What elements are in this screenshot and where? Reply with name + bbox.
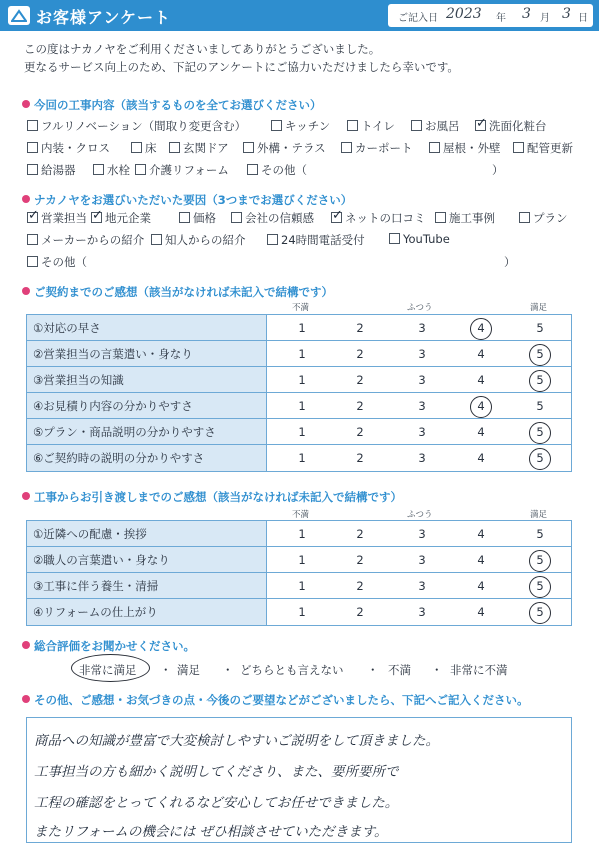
scale-high-label: 満足 [530, 303, 548, 313]
reason-checkbox[interactable] [267, 232, 365, 248]
checked-box-icon[interactable] [331, 212, 342, 223]
rating-option[interactable]: 1 [298, 553, 306, 567]
rating-option[interactable]: 2 [356, 425, 364, 439]
day-unit: 日 [578, 13, 588, 24]
rating-option[interactable]: 1 [298, 399, 306, 413]
contract-rating-row [27, 341, 571, 367]
empty-box-icon[interactable] [27, 142, 38, 153]
header-bar [0, 0, 599, 31]
rating-option[interactable]: 4 [477, 579, 485, 593]
scale-mid-label: ふつう [407, 303, 433, 313]
rating-option[interactable]: 1 [298, 321, 306, 335]
reason-checkbox[interactable] [231, 210, 314, 226]
rating-option[interactable]: 2 [356, 347, 364, 361]
reason-checkbox[interactable] [519, 210, 568, 226]
construction-row-label: ③工事に伴う養生・清掃 [27, 573, 267, 598]
rating-option[interactable]: 2 [356, 321, 364, 335]
rating-option[interactable]: 5 [536, 527, 544, 541]
reason-checkbox[interactable] [151, 232, 246, 248]
bullet-dot-icon [22, 100, 30, 108]
work-checkbox[interactable] [271, 118, 330, 134]
empty-box-icon[interactable] [247, 164, 258, 175]
overall-option[interactable]: どちらとも言えない [240, 663, 344, 677]
empty-box-icon[interactable] [341, 142, 352, 153]
empty-box-icon[interactable] [131, 142, 142, 153]
empty-box-icon[interactable] [429, 142, 440, 153]
work-option-label: 配管更新 [527, 141, 573, 155]
date-field[interactable] [388, 4, 593, 27]
overall-option[interactable]: 満足 [177, 663, 200, 677]
rating-option[interactable]: 2 [356, 399, 364, 413]
empty-box-icon[interactable] [267, 234, 278, 245]
empty-box-icon[interactable] [347, 120, 358, 131]
overall-separator: ・ [367, 663, 379, 677]
scale-high-label: 満足 [530, 510, 548, 520]
reason-checkbox[interactable] [27, 210, 87, 226]
empty-box-icon[interactable] [243, 142, 254, 153]
intro-line: この度はナカノヤをご利用くださいましてありがとうございました。 [24, 42, 381, 56]
contract-rating-row [27, 393, 571, 419]
rating-option-selected[interactable]: 5 [528, 599, 552, 625]
reason-option-label: その他（ [41, 255, 87, 269]
rating-option[interactable]: 3 [418, 347, 426, 361]
construction-rating-table [26, 520, 572, 626]
intro-line: 更なるサービス向上のため、下記のアンケートにご協力いただけましたら幸いです。 [24, 60, 459, 74]
comments-section-title: その他、ご感想・お気づきの点・今後のご要望などがございましたら、下記へご記入ください。 [22, 692, 529, 708]
reason-option-label: 知人からの紹介 [165, 233, 246, 247]
reason-option-label: 営業担当 [41, 211, 87, 225]
overall-option[interactable]: 非常に不満 [450, 663, 508, 677]
contract-row-label: ②営業担当の言葉遣い・身なり [27, 341, 267, 366]
rating-option[interactable]: 3 [418, 579, 426, 593]
bullet-dot-icon [22, 641, 30, 649]
rating-option[interactable]: 3 [418, 425, 426, 439]
construction-rating-row [27, 573, 571, 599]
construction-row-label: ②職人の言葉遣い・身なり [27, 547, 267, 572]
rating-option[interactable]: 4 [477, 527, 485, 541]
rating-option-selected[interactable]: 4 [469, 393, 493, 419]
contract-row-label: ①対応の早さ [27, 315, 267, 340]
rating-option[interactable]: 1 [298, 527, 306, 541]
work-checkbox[interactable] [247, 162, 307, 178]
rating-option[interactable]: 1 [298, 451, 306, 465]
bullet-dot-icon [22, 695, 30, 703]
rating-option[interactable]: 2 [356, 373, 364, 387]
rating-option[interactable]: 1 [298, 579, 306, 593]
reason-checkbox[interactable] [27, 254, 87, 270]
comment-line: 商品への知識が豊富で大変検討しやすいご説明をして頂きました。 [34, 733, 439, 749]
work-option-label: 給湯器 [41, 163, 76, 177]
construction-row-label: ④リフォームの仕上がり [27, 599, 267, 625]
rating-option-selected[interactable]: 5 [528, 573, 552, 599]
comment-line: 工事担当の方も細かく説明してくださり、また、要所要所で [34, 764, 399, 780]
work-option-label: 床 [145, 141, 157, 155]
overall-selected-circle [71, 654, 150, 682]
work-option-label: 外構・テラス [257, 141, 326, 155]
rating-option-selected[interactable]: 5 [528, 367, 552, 393]
rating-option[interactable]: 4 [477, 373, 485, 387]
work-option-label: フルリノベーション（間取り変更含む） [41, 119, 247, 133]
overall-separator: ・ [431, 663, 443, 677]
contract-row-label: ③営業担当の知識 [27, 367, 267, 392]
empty-box-icon[interactable] [27, 256, 38, 267]
rating-option[interactable]: 2 [356, 553, 364, 567]
date-month: 3 [522, 6, 531, 22]
rating-option[interactable]: 2 [356, 579, 364, 593]
work-other-close: ） [492, 163, 504, 177]
work-option-label: 屋根・外壁 [443, 141, 501, 155]
empty-box-icon[interactable] [435, 212, 446, 223]
reason-option-label: メーカーからの紹介 [41, 233, 145, 247]
rating-option[interactable]: 1 [298, 347, 306, 361]
rating-option[interactable]: 3 [418, 399, 426, 413]
bullet-dot-icon [22, 195, 30, 203]
contract-rating-row [27, 445, 571, 471]
rating-option[interactable]: 3 [418, 605, 426, 619]
date-day: 3 [562, 6, 571, 22]
date-year: 2023 [446, 6, 482, 22]
construction-rating-row [27, 599, 571, 625]
rating-option[interactable]: 3 [418, 553, 426, 567]
contract-row-label: ⑤プラン・商品説明の分かりやすさ [27, 419, 267, 444]
comment-line: またリフォームの機会には ぜひ相談させていただきます。 [34, 824, 388, 840]
overall-option[interactable]: 不満 [388, 663, 411, 677]
work-checkbox[interactable] [27, 140, 110, 156]
contract-rating-row [27, 419, 571, 445]
empty-box-icon[interactable] [411, 120, 422, 131]
empty-box-icon[interactable] [27, 164, 38, 175]
work-checkbox[interactable] [135, 162, 229, 178]
reason-option-label: 24時間電話受付 [281, 233, 365, 247]
bullet-dot-icon [22, 287, 30, 295]
empty-box-icon[interactable] [27, 120, 38, 131]
construction-section-title: 工事からお引き渡しまでのご感想（該当がなければ未記入で結構です） [22, 489, 402, 505]
reason-option-label: 会社の信頼感 [245, 211, 314, 225]
work-checkbox[interactable] [93, 162, 130, 178]
empty-box-icon[interactable] [27, 234, 38, 245]
reason-option-label: 地元企業 [105, 211, 151, 225]
empty-box-icon[interactable] [389, 233, 400, 244]
rating-option[interactable]: 5 [536, 399, 544, 413]
empty-box-icon[interactable] [513, 142, 524, 153]
rating-option[interactable]: 4 [477, 605, 485, 619]
work-checkbox[interactable] [243, 140, 326, 156]
work-option-label: その他（ [261, 163, 307, 177]
work-option-label: お風呂 [425, 119, 460, 133]
scale-low-label: 不満 [292, 510, 310, 520]
rating-option[interactable]: 4 [477, 451, 485, 465]
empty-box-icon[interactable] [169, 142, 180, 153]
empty-box-icon[interactable] [179, 212, 190, 223]
rating-option[interactable]: 5 [536, 321, 544, 335]
overall-separator: ・ [160, 663, 172, 677]
work-checkbox[interactable] [27, 162, 76, 178]
work-checkbox[interactable] [475, 118, 547, 134]
empty-box-icon[interactable] [271, 120, 282, 131]
reason-option-label: プラン [533, 211, 568, 225]
work-option-label: 介護リフォーム [149, 163, 229, 177]
checked-box-icon[interactable] [91, 212, 102, 223]
rating-option-selected[interactable]: 5 [528, 547, 552, 573]
rating-option[interactable]: 3 [418, 373, 426, 387]
rating-option-selected[interactable]: 5 [528, 419, 552, 445]
rating-option-selected[interactable]: 5 [528, 445, 552, 471]
contract-rating-row [27, 367, 571, 393]
work-checkbox[interactable] [169, 140, 229, 156]
rating-option[interactable]: 1 [298, 425, 306, 439]
bullet-dot-icon [22, 492, 30, 500]
empty-box-icon[interactable] [519, 212, 530, 223]
reason-other-close: ） [504, 255, 516, 269]
work-option-label: 水栓 [107, 163, 130, 177]
work-checkbox[interactable] [131, 140, 157, 156]
rating-option-selected[interactable]: 5 [528, 341, 552, 367]
contract-row-label: ④お見積り内容の分かりやすさ [27, 393, 267, 418]
rating-option[interactable]: 1 [298, 373, 306, 387]
rating-option[interactable]: 3 [418, 527, 426, 541]
month-unit: 月 [540, 13, 550, 24]
scale-low-label: 不満 [292, 303, 310, 313]
work-option-label: 内装・クロス [41, 141, 110, 155]
work-option-label: カーポート [355, 141, 413, 155]
rating-option[interactable]: 4 [477, 553, 485, 567]
work-option-label: キッチン [285, 119, 331, 133]
contract-rating-table [26, 314, 572, 472]
empty-box-icon[interactable] [135, 164, 146, 175]
empty-box-icon[interactable] [93, 164, 104, 175]
work-option-label: 玄関ドア [183, 141, 229, 155]
rating-option[interactable]: 4 [477, 425, 485, 439]
reason-option-label: YouTube [403, 232, 450, 246]
reason-checkbox[interactable] [389, 232, 450, 246]
reason-option-label: 施工事例 [449, 211, 495, 225]
rating-option[interactable]: 4 [477, 347, 485, 361]
reason-checkbox[interactable] [435, 210, 495, 226]
year-unit: 年 [496, 13, 506, 24]
work-checkbox[interactable] [347, 118, 395, 134]
page-title: お客様アンケート [36, 8, 172, 27]
comment-line: 工程の確認をとってくれるなど安心してお任せできました。 [34, 795, 399, 811]
checked-box-icon[interactable] [475, 120, 486, 131]
reason-checkbox[interactable] [179, 210, 216, 226]
reason-checkbox[interactable] [91, 210, 151, 226]
work-checkbox[interactable] [411, 118, 460, 134]
work-checkbox[interactable] [513, 140, 573, 156]
reason-option-label: 価格 [193, 211, 216, 225]
work-checkbox[interactable] [429, 140, 501, 156]
checked-box-icon[interactable] [27, 212, 38, 223]
work-option-label: トイレ [361, 119, 395, 133]
work-checkbox[interactable] [341, 140, 413, 156]
contract-row-label: ⑥ご契約時の説明の分かりやすさ [27, 445, 267, 471]
rating-option[interactable]: 3 [418, 321, 426, 335]
empty-box-icon[interactable] [231, 212, 242, 223]
construction-rating-row [27, 521, 571, 547]
rating-option[interactable]: 2 [356, 605, 364, 619]
empty-box-icon[interactable] [151, 234, 162, 245]
construction-row-label: ①近隣への配慮・挨拶 [27, 521, 267, 546]
reason-option-label: ネットの口コミ [345, 211, 426, 225]
rating-option[interactable]: 3 [418, 451, 426, 465]
rating-option-selected[interactable]: 4 [469, 315, 493, 341]
overall-section-title: 総合評価をお聞かせください。 [22, 638, 195, 654]
work-section-title: 今回の工事内容（該当するものを全てお選びください） [22, 97, 322, 113]
contract-section-title: ご契約までのご感想（該当がなければ未記入で結構です） [22, 284, 333, 300]
rating-option[interactable]: 2 [356, 527, 364, 541]
construction-rating-row [27, 547, 571, 573]
overall-option[interactable]: 非常に満足 [79, 663, 137, 677]
reason-section-title: ナカノヤをお選びいただいた要因（3つまでお選びください） [22, 192, 352, 208]
work-option-label: 洗面化粧台 [489, 119, 547, 133]
rating-option[interactable]: 2 [356, 451, 364, 465]
company-logo-icon [8, 6, 30, 25]
contract-rating-row [27, 315, 571, 341]
reason-checkbox[interactable] [331, 210, 426, 226]
rating-option[interactable]: 1 [298, 605, 306, 619]
work-checkbox[interactable] [27, 118, 246, 134]
reason-checkbox[interactable] [27, 232, 144, 248]
overall-separator: ・ [222, 663, 234, 677]
intro-text [24, 40, 459, 76]
date-label: ご記入日 [398, 13, 438, 24]
scale-mid-label: ふつう [407, 510, 433, 520]
